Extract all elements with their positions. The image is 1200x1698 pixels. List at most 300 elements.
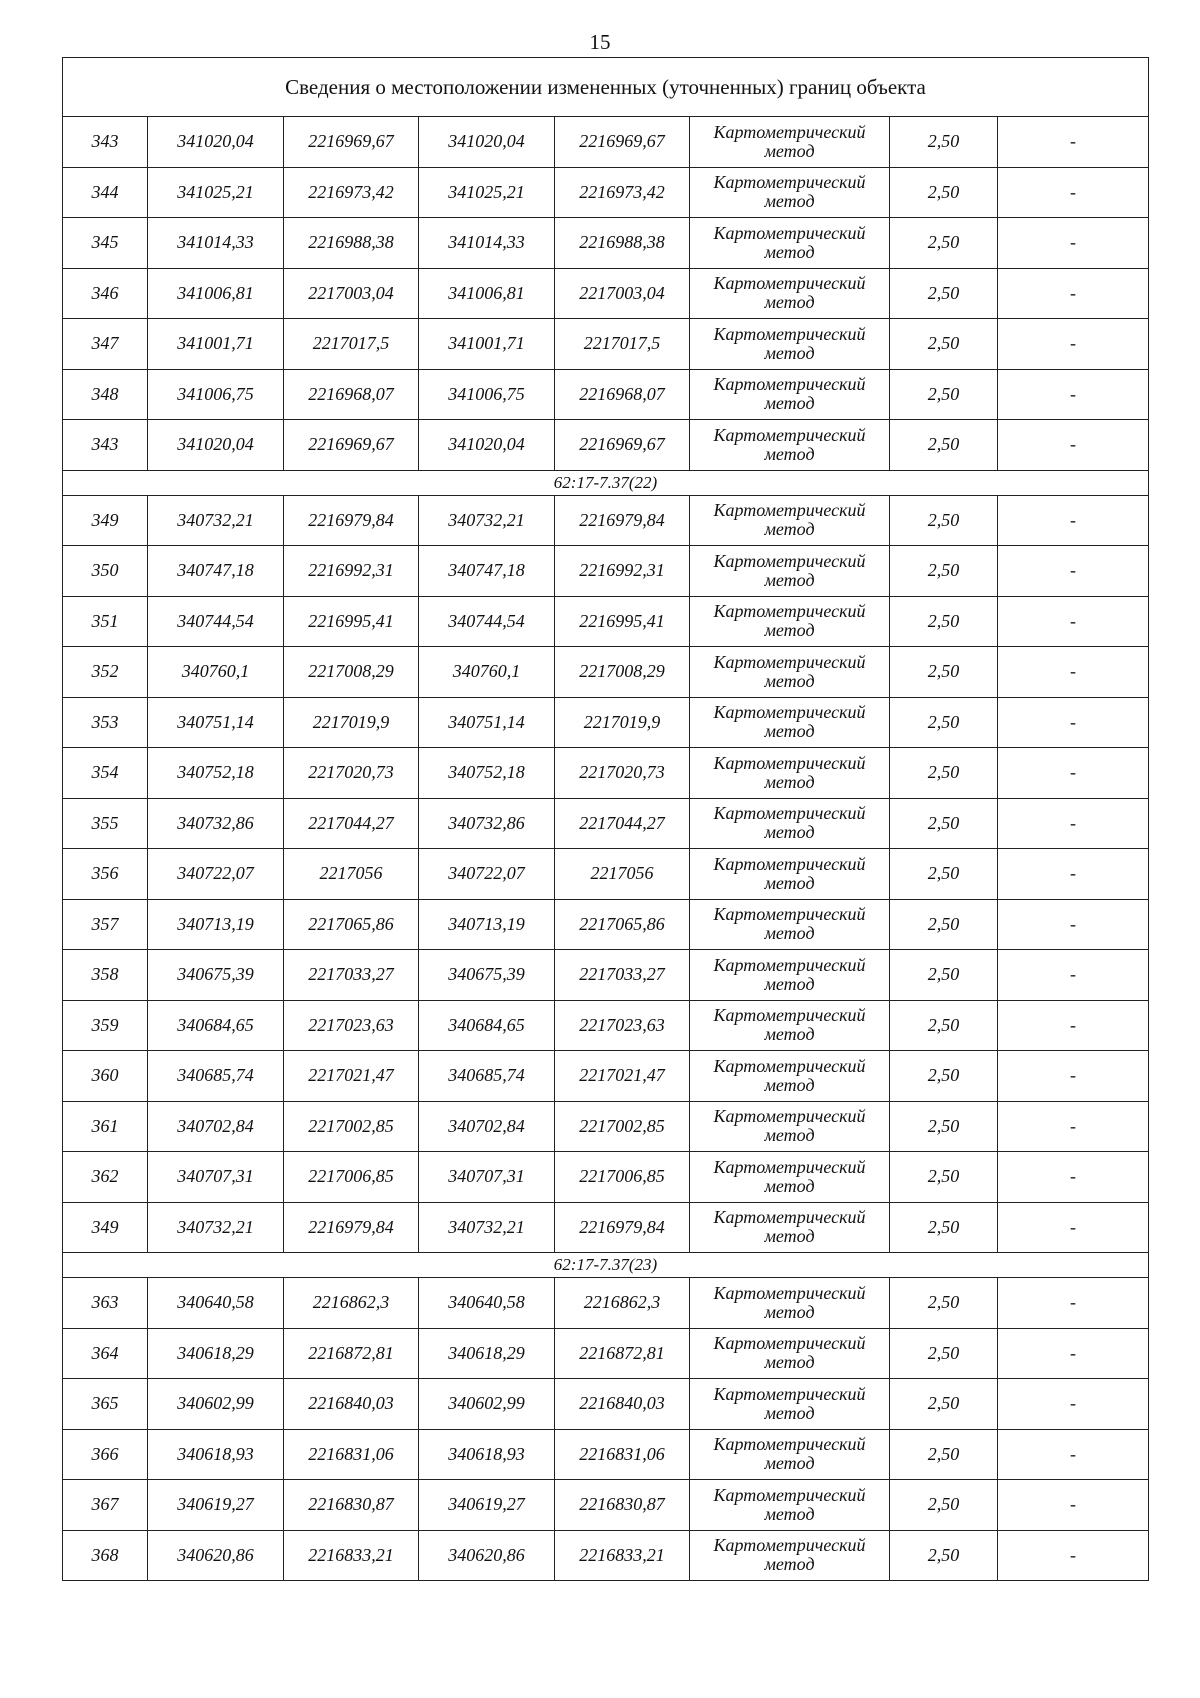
method-line-1: Картометрический	[713, 1282, 866, 1303]
existing-y-cell: 2216862,3	[284, 1278, 419, 1329]
new-y-cell: 2216872,81	[555, 1328, 690, 1379]
existing-y-cell: 2216840,03	[284, 1379, 419, 1430]
note-cell: -	[998, 1101, 1149, 1152]
point-number-cell: 359	[63, 1000, 148, 1051]
accuracy-cell: 2,50	[890, 1101, 998, 1152]
note-cell: -	[998, 369, 1149, 420]
point-number-cell: 347	[63, 319, 148, 370]
new-y-cell: 2216969,67	[555, 420, 690, 471]
new-x-cell: 341025,21	[419, 167, 555, 218]
point-number-cell: 354	[63, 748, 148, 799]
method-line-1: Картометрический	[713, 1333, 866, 1354]
method-cell	[690, 899, 890, 950]
note-cell: -	[998, 1152, 1149, 1203]
method-line-2: метод	[764, 1402, 815, 1423]
method-cell	[690, 369, 890, 420]
table-row	[63, 1429, 1149, 1480]
new-y-cell: 2217017,5	[555, 319, 690, 370]
new-x-cell: 341014,33	[419, 218, 555, 269]
existing-y-cell: 2217033,27	[284, 950, 419, 1001]
new-y-cell: 2217056	[555, 849, 690, 900]
method-line-2: метод	[764, 519, 815, 540]
method-cell	[690, 1379, 890, 1430]
accuracy-cell: 2,50	[890, 1379, 998, 1430]
point-number-cell: 363	[63, 1278, 148, 1329]
method-cell	[690, 1101, 890, 1152]
method-line-1: Картометрический	[713, 1005, 866, 1026]
new-x-cell: 340732,86	[419, 798, 555, 849]
existing-x-cell: 340713,19	[148, 899, 284, 950]
table-row	[63, 748, 1149, 799]
method-line-1: Картометрический	[713, 1383, 866, 1404]
note-cell: -	[998, 420, 1149, 471]
method-cell	[690, 950, 890, 1001]
table-title-row	[63, 58, 1149, 117]
new-y-cell: 2216833,21	[555, 1530, 690, 1581]
existing-x-cell: 340752,18	[148, 748, 284, 799]
accuracy-cell: 2,50	[890, 697, 998, 748]
method-line-1: Картометрический	[713, 1106, 866, 1127]
method-line-2: метод	[764, 443, 815, 464]
method-cell	[690, 1429, 890, 1480]
table-row	[63, 1000, 1149, 1051]
table-row	[63, 1101, 1149, 1152]
new-x-cell: 340675,39	[419, 950, 555, 1001]
new-y-cell: 2216831,06	[555, 1429, 690, 1480]
new-y-cell: 2217065,86	[555, 899, 690, 950]
method-cell	[690, 117, 890, 168]
point-number-cell: 366	[63, 1429, 148, 1480]
new-y-cell: 2217002,85	[555, 1101, 690, 1152]
method-line-2: метод	[764, 1453, 815, 1474]
note-cell: -	[998, 546, 1149, 597]
new-y-cell: 2216995,41	[555, 596, 690, 647]
method-cell	[690, 1051, 890, 1102]
existing-y-cell: 2216831,06	[284, 1429, 419, 1480]
note-cell: -	[998, 218, 1149, 269]
note-cell: -	[998, 1379, 1149, 1430]
existing-x-cell: 340702,84	[148, 1101, 284, 1152]
existing-y-cell: 2217017,5	[284, 319, 419, 370]
method-line-2: метод	[764, 721, 815, 742]
method-line-1: Картометрический	[713, 1156, 866, 1177]
new-x-cell: 340760,1	[419, 647, 555, 698]
method-cell	[690, 319, 890, 370]
existing-y-cell: 2216872,81	[284, 1328, 419, 1379]
method-line-2: метод	[764, 872, 815, 893]
existing-y-cell: 2217023,63	[284, 1000, 419, 1051]
accuracy-cell: 2,50	[890, 950, 998, 1001]
method-line-2: метод	[764, 1074, 815, 1095]
point-number-cell: 367	[63, 1480, 148, 1531]
method-line-2: метод	[764, 923, 815, 944]
method-line-2: метод	[764, 1554, 815, 1575]
new-x-cell: 340618,93	[419, 1429, 555, 1480]
accuracy-cell: 2,50	[890, 218, 998, 269]
existing-x-cell: 340707,31	[148, 1152, 284, 1203]
existing-y-cell: 2216969,67	[284, 420, 419, 471]
existing-x-cell: 341014,33	[148, 218, 284, 269]
point-number-cell: 360	[63, 1051, 148, 1102]
accuracy-cell: 2,50	[890, 1202, 998, 1253]
note-cell: -	[998, 1328, 1149, 1379]
point-number-cell: 344	[63, 167, 148, 218]
page-number: 15	[589, 30, 611, 54]
new-y-cell: 2217003,04	[555, 268, 690, 319]
accuracy-cell: 2,50	[890, 849, 998, 900]
new-y-cell: 2217023,63	[555, 1000, 690, 1051]
method-line-2: метод	[764, 973, 815, 994]
accuracy-cell: 2,50	[890, 1480, 998, 1531]
new-x-cell: 340722,07	[419, 849, 555, 900]
point-number-cell: 356	[63, 849, 148, 900]
accuracy-cell: 2,50	[890, 268, 998, 319]
note-cell: -	[998, 1278, 1149, 1329]
method-line-2: метод	[764, 393, 815, 414]
note-cell: -	[998, 1530, 1149, 1581]
existing-y-cell: 2217044,27	[284, 798, 419, 849]
existing-y-cell: 2217008,29	[284, 647, 419, 698]
new-y-cell: 2216979,84	[555, 1202, 690, 1253]
method-line-1: Картометрический	[713, 904, 866, 925]
accuracy-cell: 2,50	[890, 1000, 998, 1051]
new-y-cell: 2216862,3	[555, 1278, 690, 1329]
new-y-cell: 2216988,38	[555, 218, 690, 269]
existing-y-cell: 2217006,85	[284, 1152, 419, 1203]
existing-y-cell: 2216979,84	[284, 495, 419, 546]
new-y-cell: 2216992,31	[555, 546, 690, 597]
existing-y-cell: 2217021,47	[284, 1051, 419, 1102]
point-number-cell: 343	[63, 420, 148, 471]
table-row	[63, 369, 1149, 420]
point-number-cell: 358	[63, 950, 148, 1001]
table-row	[63, 1202, 1149, 1253]
point-number-cell: 349	[63, 495, 148, 546]
existing-x-cell: 340618,29	[148, 1328, 284, 1379]
new-x-cell: 341020,04	[419, 420, 555, 471]
existing-x-cell: 340722,07	[148, 849, 284, 900]
method-cell	[690, 1202, 890, 1253]
table-row	[63, 420, 1149, 471]
accuracy-cell: 2,50	[890, 420, 998, 471]
method-line-1: Картометрический	[713, 853, 866, 874]
accuracy-cell: 2,50	[890, 1278, 998, 1329]
new-x-cell: 340744,54	[419, 596, 555, 647]
existing-y-cell: 2216973,42	[284, 167, 419, 218]
method-line-1: Картометрический	[713, 954, 866, 975]
method-line-1: Картометрический	[713, 702, 866, 723]
point-number-cell: 368	[63, 1530, 148, 1581]
method-line-1: Картометрический	[713, 1484, 866, 1505]
note-cell: -	[998, 1480, 1149, 1531]
existing-x-cell: 340760,1	[148, 647, 284, 698]
table-row	[63, 697, 1149, 748]
existing-y-cell: 2217065,86	[284, 899, 419, 950]
point-number-cell: 352	[63, 647, 148, 698]
note-cell: -	[998, 950, 1149, 1001]
method-line-2: метод	[764, 1301, 815, 1322]
note-cell: -	[998, 495, 1149, 546]
existing-x-cell: 341006,75	[148, 369, 284, 420]
method-line-2: метод	[764, 822, 815, 843]
section-header-row	[63, 1253, 1149, 1278]
method-cell	[690, 1152, 890, 1203]
new-y-cell: 2216979,84	[555, 495, 690, 546]
existing-y-cell: 2216969,67	[284, 117, 419, 168]
existing-x-cell: 340732,21	[148, 1202, 284, 1253]
new-x-cell: 340752,18	[419, 748, 555, 799]
new-x-cell: 341001,71	[419, 319, 555, 370]
new-x-cell: 340684,65	[419, 1000, 555, 1051]
point-number-cell: 361	[63, 1101, 148, 1152]
table-row	[63, 1051, 1149, 1102]
table-row	[63, 647, 1149, 698]
method-line-2: метод	[764, 670, 815, 691]
point-number-cell: 343	[63, 117, 148, 168]
note-cell: -	[998, 1051, 1149, 1102]
section-label: 62:17-7.37(22)	[63, 470, 1149, 495]
point-number-cell: 346	[63, 268, 148, 319]
method-line-2: метод	[764, 1352, 815, 1373]
new-y-cell: 2217006,85	[555, 1152, 690, 1203]
existing-x-cell: 340744,54	[148, 596, 284, 647]
accuracy-cell: 2,50	[890, 596, 998, 647]
existing-x-cell: 340602,99	[148, 1379, 284, 1430]
existing-x-cell: 340751,14	[148, 697, 284, 748]
method-line-1: Картометрический	[713, 651, 866, 672]
existing-x-cell: 340675,39	[148, 950, 284, 1001]
accuracy-cell: 2,50	[890, 1429, 998, 1480]
existing-y-cell: 2216833,21	[284, 1530, 419, 1581]
new-y-cell: 2217019,9	[555, 697, 690, 748]
existing-x-cell: 341006,81	[148, 268, 284, 319]
new-x-cell: 341020,04	[419, 117, 555, 168]
existing-x-cell: 340732,21	[148, 495, 284, 546]
accuracy-cell: 2,50	[890, 798, 998, 849]
method-cell	[690, 647, 890, 698]
method-line-1: Картометрический	[713, 1207, 866, 1228]
table-row	[63, 849, 1149, 900]
method-line-1: Картометрический	[713, 273, 866, 294]
accuracy-cell: 2,50	[890, 899, 998, 950]
method-line-2: метод	[764, 191, 815, 212]
new-x-cell: 340702,84	[419, 1101, 555, 1152]
existing-y-cell: 2217056	[284, 849, 419, 900]
table-row	[63, 950, 1149, 1001]
existing-y-cell: 2216995,41	[284, 596, 419, 647]
point-number-cell: 355	[63, 798, 148, 849]
method-cell	[690, 596, 890, 647]
existing-x-cell: 341020,04	[148, 117, 284, 168]
method-cell	[690, 849, 890, 900]
method-cell	[690, 495, 890, 546]
accuracy-cell: 2,50	[890, 1152, 998, 1203]
point-number-cell: 348	[63, 369, 148, 420]
method-cell	[690, 697, 890, 748]
new-y-cell: 2216830,87	[555, 1480, 690, 1531]
new-y-cell: 2217021,47	[555, 1051, 690, 1102]
method-cell	[690, 546, 890, 597]
note-cell: -	[998, 899, 1149, 950]
accuracy-cell: 2,50	[890, 319, 998, 370]
existing-x-cell: 341025,21	[148, 167, 284, 218]
note-cell: -	[998, 849, 1149, 900]
note-cell: -	[998, 798, 1149, 849]
new-x-cell: 340751,14	[419, 697, 555, 748]
method-cell	[690, 748, 890, 799]
method-line-2: метод	[764, 140, 815, 161]
note-cell: -	[998, 117, 1149, 168]
method-cell	[690, 1328, 890, 1379]
method-cell	[690, 1278, 890, 1329]
accuracy-cell: 2,50	[890, 1051, 998, 1102]
existing-y-cell: 2216988,38	[284, 218, 419, 269]
existing-x-cell: 340684,65	[148, 1000, 284, 1051]
existing-x-cell: 340747,18	[148, 546, 284, 597]
new-y-cell: 2217008,29	[555, 647, 690, 698]
note-cell: -	[998, 748, 1149, 799]
accuracy-cell: 2,50	[890, 495, 998, 546]
note-cell: -	[998, 1000, 1149, 1051]
table-row	[63, 1379, 1149, 1430]
method-line-2: метод	[764, 1175, 815, 1196]
point-number-cell: 357	[63, 899, 148, 950]
point-number-cell: 364	[63, 1328, 148, 1379]
existing-x-cell: 340619,27	[148, 1480, 284, 1531]
existing-y-cell: 2217002,85	[284, 1101, 419, 1152]
existing-y-cell: 2217020,73	[284, 748, 419, 799]
existing-y-cell: 2216968,07	[284, 369, 419, 420]
table-row	[63, 899, 1149, 950]
existing-x-cell: 341020,04	[148, 420, 284, 471]
table-row	[63, 1530, 1149, 1581]
method-cell	[690, 1000, 890, 1051]
note-cell: -	[998, 647, 1149, 698]
new-x-cell: 340640,58	[419, 1278, 555, 1329]
existing-x-cell: 341001,71	[148, 319, 284, 370]
new-x-cell: 341006,75	[419, 369, 555, 420]
new-x-cell: 340732,21	[419, 1202, 555, 1253]
section-label: 62:17-7.37(23)	[63, 1253, 1149, 1278]
method-cell	[690, 268, 890, 319]
table-row	[63, 495, 1149, 546]
accuracy-cell: 2,50	[890, 1530, 998, 1581]
new-y-cell: 2217033,27	[555, 950, 690, 1001]
method-line-2: метод	[764, 771, 815, 792]
method-line-1: Картометрический	[713, 424, 866, 445]
method-line-1: Картометрический	[713, 601, 866, 622]
accuracy-cell: 2,50	[890, 167, 998, 218]
table-row	[63, 117, 1149, 168]
method-line-1: Картометрический	[713, 1434, 866, 1455]
accuracy-cell: 2,50	[890, 748, 998, 799]
accuracy-cell: 2,50	[890, 1328, 998, 1379]
new-x-cell: 340732,21	[419, 495, 555, 546]
new-y-cell: 2216840,03	[555, 1379, 690, 1430]
new-x-cell: 340713,19	[419, 899, 555, 950]
new-x-cell: 340685,74	[419, 1051, 555, 1102]
point-number-cell: 351	[63, 596, 148, 647]
existing-x-cell: 340640,58	[148, 1278, 284, 1329]
note-cell: -	[998, 1202, 1149, 1253]
note-cell: -	[998, 319, 1149, 370]
new-y-cell: 2216969,67	[555, 117, 690, 168]
note-cell: -	[998, 1429, 1149, 1480]
existing-x-cell: 340618,93	[148, 1429, 284, 1480]
table-row	[63, 596, 1149, 647]
table-row	[63, 546, 1149, 597]
table-row	[63, 1328, 1149, 1379]
point-number-cell: 350	[63, 546, 148, 597]
method-cell	[690, 798, 890, 849]
method-line-1: Картометрический	[713, 752, 866, 773]
method-line-1: Картометрический	[713, 323, 866, 344]
method-cell	[690, 167, 890, 218]
new-y-cell: 2216968,07	[555, 369, 690, 420]
existing-y-cell: 2217019,9	[284, 697, 419, 748]
new-y-cell: 2217044,27	[555, 798, 690, 849]
table-row	[63, 167, 1149, 218]
method-line-2: метод	[764, 1503, 815, 1524]
table-row	[63, 1480, 1149, 1531]
table-row	[63, 1152, 1149, 1203]
new-y-cell: 2217020,73	[555, 748, 690, 799]
method-line-2: метод	[764, 292, 815, 313]
method-line-1: Картометрический	[713, 803, 866, 824]
method-line-1: Картометрический	[713, 1055, 866, 1076]
method-line-2: метод	[764, 342, 815, 363]
method-cell	[690, 420, 890, 471]
method-line-1: Картометрический	[713, 374, 866, 395]
existing-x-cell: 340620,86	[148, 1530, 284, 1581]
method-line-2: метод	[764, 569, 815, 590]
point-number-cell: 349	[63, 1202, 148, 1253]
existing-x-cell: 340732,86	[148, 798, 284, 849]
table-row	[63, 319, 1149, 370]
method-line-2: метод	[764, 1024, 815, 1045]
new-x-cell: 340618,29	[419, 1328, 555, 1379]
point-number-cell: 365	[63, 1379, 148, 1430]
existing-y-cell: 2216992,31	[284, 546, 419, 597]
table-row	[63, 798, 1149, 849]
new-x-cell: 340707,31	[419, 1152, 555, 1203]
note-cell: -	[998, 596, 1149, 647]
table-body	[63, 58, 1149, 1581]
table-row	[63, 1278, 1149, 1329]
new-x-cell: 340602,99	[419, 1379, 555, 1430]
method-line-1: Картометрический	[713, 172, 866, 193]
new-x-cell: 340620,86	[419, 1530, 555, 1581]
note-cell: -	[998, 167, 1149, 218]
note-cell: -	[998, 268, 1149, 319]
existing-x-cell: 340685,74	[148, 1051, 284, 1102]
new-y-cell: 2216973,42	[555, 167, 690, 218]
point-number-cell: 362	[63, 1152, 148, 1203]
new-x-cell: 340619,27	[419, 1480, 555, 1531]
method-line-1: Картометрический	[713, 121, 866, 142]
method-line-2: метод	[764, 241, 815, 262]
existing-y-cell: 2216979,84	[284, 1202, 419, 1253]
new-x-cell: 340747,18	[419, 546, 555, 597]
method-line-2: метод	[764, 620, 815, 641]
method-cell	[690, 1480, 890, 1531]
section-header-row	[63, 470, 1149, 495]
accuracy-cell: 2,50	[890, 546, 998, 597]
existing-y-cell: 2216830,87	[284, 1480, 419, 1531]
method-line-1: Картометрический	[713, 222, 866, 243]
method-line-1: Картометрический	[713, 550, 866, 571]
method-line-1: Картометрический	[713, 1535, 866, 1556]
